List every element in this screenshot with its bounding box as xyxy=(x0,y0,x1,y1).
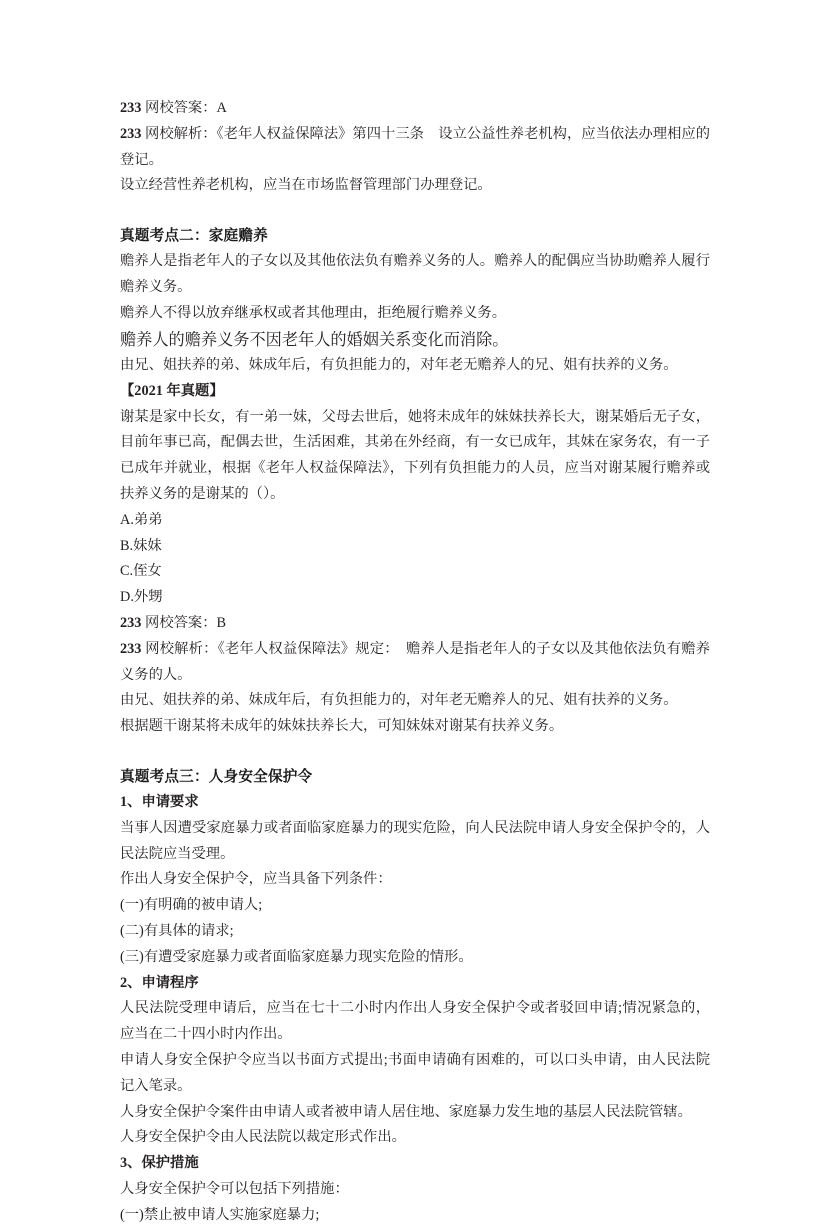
question-one-answer xyxy=(120,96,710,122)
exam-analysis-line: 由兄、姐扶养的弟、妹成年后，有负担能力的，对年老无赡养人的兄、姐有扶养的义务。 xyxy=(120,692,678,709)
subsection-one-item: (一)有明确的被申请人; xyxy=(120,897,263,914)
subsection-two-paragraph: 申请人身安全保护令应当以书面方式提出;书面申请确有困难的，可以口头申请，由人民法院记入笔录。 xyxy=(120,1051,710,1094)
subsection-two-paragraph: 人身安全保护令由人民法院以裁定形式作出。 xyxy=(120,1129,406,1146)
exam-analysis-line: 根据题干谢某将未成年的妹妹扶养长大，可知妹妹对谢某有扶养义务。 xyxy=(120,718,564,735)
exam-answer xyxy=(120,611,710,637)
question-one-analysis-text: 网校解析：《老年人权益保障法》第四十三条 设立公益性养老机构，应当依法办理相应的登记。 xyxy=(120,125,710,168)
section-two-paragraph-emphasis: 赡养人的赡养义务不因老年人的婚姻关系变化而消除。 xyxy=(120,330,509,349)
section-spacer xyxy=(120,740,710,764)
section-three-heading: 真题考点三：人身安全保护令 xyxy=(120,768,313,785)
section-two-paragraph: 由兄、姐扶养的弟、妹成年后，有负担能力的，对年老无赡养人的兄、姐有扶养的义务。 xyxy=(120,356,678,373)
subsection-two-paragraph: 人民法院受理申请后，应当在七十二小时内作出人身安全保护令或者驳回申请;情况紧急的，应当在二十四小时内作出。 xyxy=(120,1000,710,1043)
brand-label: 233 xyxy=(120,125,142,142)
brand-label: 233 xyxy=(120,640,142,657)
exam-question-stem: 谢某是家中长女，有一弟一妹，父母去世后，她将未成年的妹妹扶养长大，谢某婚后无子女，目前年事已高，配偶去世，生活困难，其弟在外经商，有一女已成年，其妹在家务农，有一子已成年并就业，根据《老年人权益保障法》，下列有负担能力的人员，应当对谢某履行赡养或扶养义务的是谢某的（）。 xyxy=(120,408,710,502)
subsection-one-item: (二)有具体的请求; xyxy=(120,922,234,939)
subsection-three-paragraph: 人身安全保护令可以包括下列措施： xyxy=(120,1180,349,1197)
exam-analysis-text: 网校解析：《老年人权益保障法》规定： 赡养人是指老年人的子女以及其他依法负有赡养义务的人。 xyxy=(120,640,710,683)
exam-analysis xyxy=(120,637,710,689)
section-two-paragraph: 赡养人不得以放弃继承权或者其他理由，拒绝履行赡养义务。 xyxy=(120,304,507,321)
section-two-paragraph: 赡养人是指老年人的子女以及其他依法负有赡养义务的人。赡养人的配偶应当协助赡养人履行赡养义务。 xyxy=(120,253,710,295)
subsection-two-paragraph: 人身安全保护令案件由申请人或者被申请人居住地、家庭暴力发生地的基层人民法院管辖。 xyxy=(120,1103,692,1120)
subsection-three-item: (一)禁止被申请人实施家庭暴力; xyxy=(120,1206,320,1223)
question-one-analysis-line-2: 设立经营性养老机构，应当在市场监督管理部门办理登记。 xyxy=(120,177,492,194)
exam-year-tag: 【2021 年真题】 xyxy=(120,382,224,399)
subsection-two-heading: 2、申请程序 xyxy=(120,974,199,991)
question-one-answer-text: 网校答案：A xyxy=(141,100,227,116)
brand-label: 233 xyxy=(120,614,142,631)
brand-label: 233 xyxy=(120,100,142,116)
option-a[interactable]: A.弟弟 xyxy=(120,511,163,528)
section-spacer xyxy=(120,199,710,223)
option-d[interactable]: D.外甥 xyxy=(120,589,163,606)
question-one-analysis xyxy=(120,122,710,174)
subsection-one-paragraph: 作出人身安全保护令，应当具备下列条件： xyxy=(120,871,392,888)
subsection-one-heading: 1、申请要求 xyxy=(120,793,199,810)
option-c[interactable]: C.侄女 xyxy=(120,563,162,580)
exam-answer-text: 网校答案：B xyxy=(141,614,227,631)
option-b[interactable]: B.妹妹 xyxy=(120,537,162,554)
section-two-heading: 真题考点二：家庭赡养 xyxy=(120,228,268,245)
subsection-three-heading: 3、保护措施 xyxy=(120,1155,199,1172)
document-content xyxy=(120,96,710,1228)
subsection-one-item: (三)有遭受家庭暴力或者面临家庭暴力现实危险的情形。 xyxy=(120,948,473,965)
subsection-one-paragraph: 当事人因遭受家庭暴力或者面临家庭暴力的现实危险，向人民法院申请人身安全保护令的，人民法院应当受理。 xyxy=(120,819,710,862)
